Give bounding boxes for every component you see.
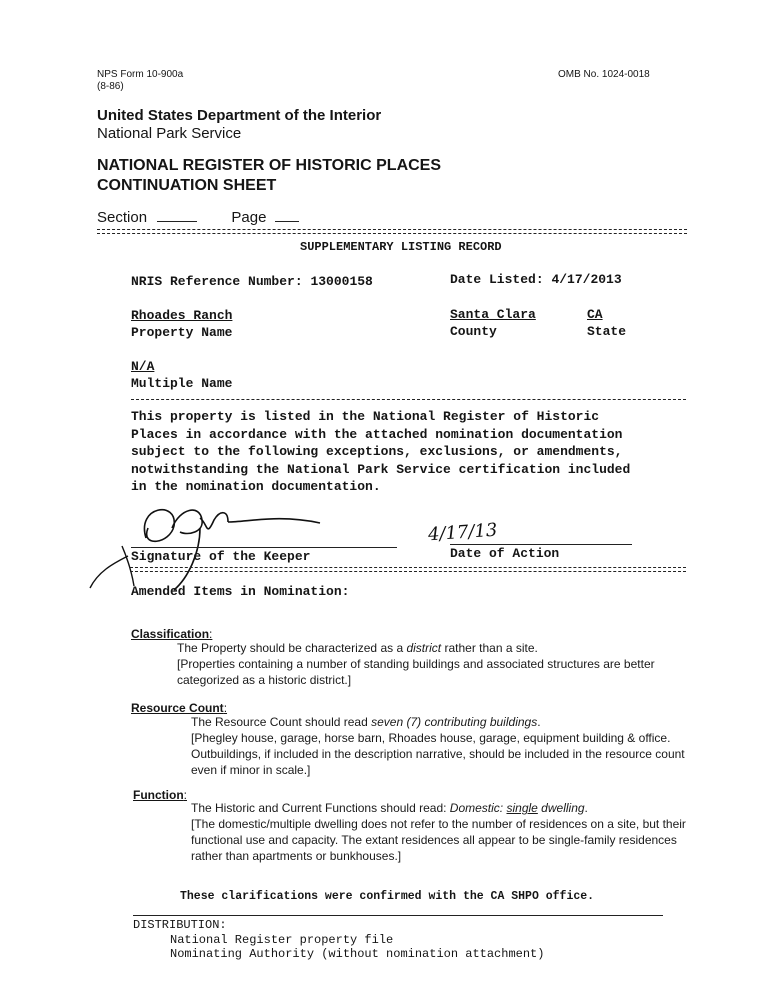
classification-note: [Properties containing a number of standing buildings and associated structures are better [177,657,655,671]
function-statement [191,800,686,816]
page-label: Page [231,209,267,226]
resource-count-body [191,714,685,778]
emphasis: Domestic: [449,801,507,815]
page-blank [275,221,299,222]
distribution-divider [133,915,663,916]
text: The Resource Count should read [191,715,372,729]
statement-line: subject to the following exceptions, exclusions, or amendments, [131,444,623,459]
section-blank [157,221,197,222]
department-name: United States Department of the Interior [97,107,382,124]
record-separator [130,567,686,572]
handwritten-date: 4/17/13 [427,519,499,546]
multiple-name-label: Multiple Name [131,376,233,391]
resource-count-note: even if minor in scale.] [191,763,311,777]
emphasis-underlined: single [506,801,538,815]
distribution-label: DISTRIBUTION: [133,918,227,932]
text: . [537,715,541,729]
resource-count-note: Outbuildings, if included in the description narrative, should be included in the resource count [191,747,685,761]
property-name-label: Property Name [131,325,233,340]
date-of-action-label: Date of Action [450,546,560,561]
classification-title: Classification [131,627,210,641]
statement-line: Places in accordance with the attached nomination documentation [131,426,623,442]
county-value: Santa Clara [450,307,536,322]
classification-note: categorized as a historic district.] [177,673,352,687]
section-label: Section [97,209,148,226]
form-subtitle: CONTINUATION SHEET [97,177,277,194]
nris-value: 13000158 [310,274,373,289]
nris-reference [131,274,373,289]
form-date: (8-86) [97,81,124,92]
function-title: Function [133,788,184,802]
state-value: CA [587,307,603,322]
emphasis: district [406,641,442,655]
property-name-value: Rhoades Ranch [131,308,233,323]
signature-line [131,547,397,548]
resource-count-statement [191,714,685,730]
text: rather than a site. [441,641,538,655]
function-note: rather than apartments or bunkhouses.] [191,849,402,863]
date-action-line [450,544,632,545]
emphasis: seven (7) contributing buildings [371,715,538,729]
date-listed-label: Date Listed: [450,272,544,287]
classification-statement [177,640,655,656]
statement-line: This property is listed in the National Register of Historic [131,409,600,424]
function-body [191,800,686,864]
function-note: [The domestic/multiple dwelling does not refer to the number of residences on a site, but their [191,817,686,831]
function-note: functional use and capacity. The extant residences all appear to be single-family residences [191,833,677,847]
header-separator [97,229,687,234]
keeper-signature [88,498,348,593]
emphasis: dwelling [537,801,585,815]
classification-heading: Classification: [131,627,213,641]
multiple-name-value: N/A [131,359,155,374]
nris-label: NRIS Reference Number: [131,274,303,289]
text: The Historic and Current Functions should read: [191,801,450,815]
service-name: National Park Service [97,125,242,142]
text: The Property should be characterized as a [177,641,407,655]
form-title: NATIONAL REGISTER OF HISTORIC PLACES [97,157,442,174]
county-label: County [450,324,497,339]
distribution-item: Nominating Authority (without nomination attachment) [170,947,545,961]
amended-items-label: Amended Items in Nomination: [131,584,350,599]
record-heading: SUPPLEMENTARY LISTING RECORD [300,240,502,254]
resource-count-heading: Resource Count: [131,701,228,715]
record-divider [131,399,686,400]
resource-count-title: Resource Count [131,701,224,715]
statement-line: notwithstanding the National Park Service certification included [131,461,631,477]
state-label: State [587,324,627,339]
form-number: NPS Form 10-900a [97,69,184,80]
omb-number: OMB No. 1024-0018 [558,69,650,80]
listing-statement [131,408,630,496]
section-field [97,209,299,226]
date-listed-value: 4/17/2013 [551,272,622,287]
statement-line: in the nomination documentation. [131,479,381,494]
text: . [584,801,588,815]
date-listed [450,272,622,287]
clarification-note: These clarifications were confirmed with the CA SHPO office. [180,890,595,903]
distribution-item: National Register property file [170,933,394,947]
classification-body [177,640,655,688]
resource-count-note: [Phegley house, garage, horse barn, Rhoades house, garage, equipment building & office. [191,731,671,745]
function-heading: Function: [133,788,187,802]
signature-label: Signature of the Keeper [131,549,311,564]
